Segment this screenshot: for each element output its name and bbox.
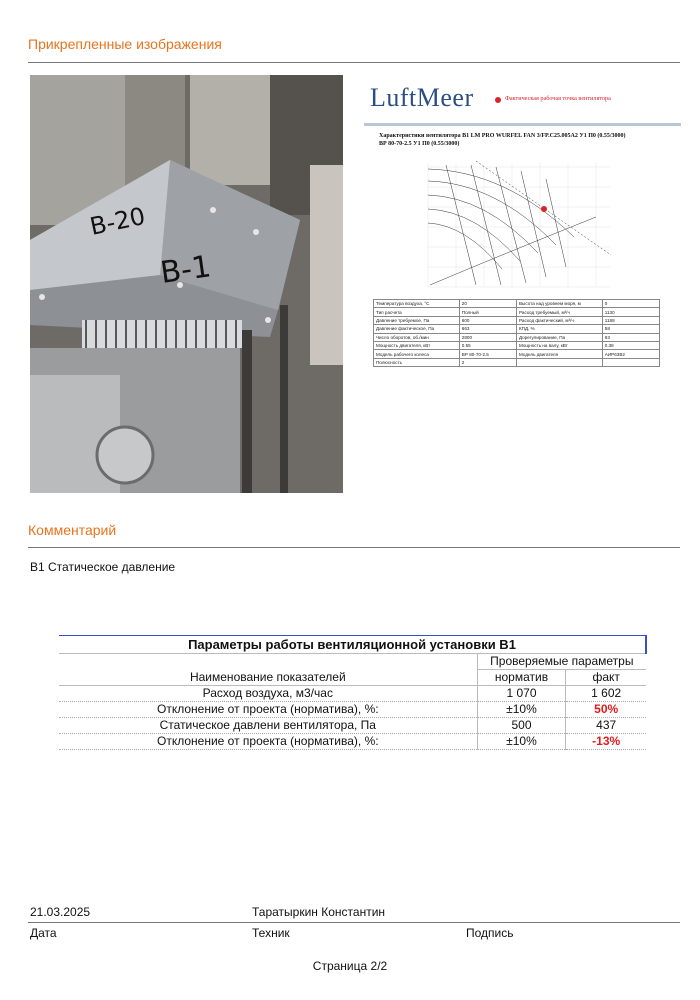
spec-row xyxy=(374,358,660,366)
spec-cell: Расход фактический, м³/ч xyxy=(516,316,602,324)
spec-cell xyxy=(602,358,659,366)
table-title: Параметры работы вентиляционной установки В1 xyxy=(59,636,646,654)
row-norm: ±10% xyxy=(477,734,566,750)
spec-cell: Температура воздуха, °С xyxy=(374,300,460,308)
luftmeer-logo: LuftMeer xyxy=(370,83,474,112)
spec-cell: 0.38 xyxy=(602,341,659,349)
spec-cell: Давление требуемое, Па xyxy=(374,316,460,324)
footer-date: 21.03.2025 xyxy=(30,905,91,919)
spec-cell: Расход требуемый, м³/ч xyxy=(516,308,602,316)
row-name: Отклонение от проекта (норматива), %: xyxy=(59,734,477,750)
datasheet-title-line2: ВР 80-70-2.5 У1 П0 (0.55/3000) xyxy=(379,141,460,147)
spec-cell: КПД, % xyxy=(516,325,602,333)
row-fact: 1 602 xyxy=(566,686,646,702)
spec-row xyxy=(374,316,660,324)
spec-cell: Мощность двигателя, кВт xyxy=(374,341,460,349)
fact-column-header: факт xyxy=(566,670,646,686)
comment-text: В1 Статическое давление xyxy=(30,560,176,574)
fan-datasheet[interactable] xyxy=(364,75,681,375)
spec-cell: Дорегулирование, Па xyxy=(516,333,602,341)
spec-cell: 0 xyxy=(602,300,659,308)
fan-photo[interactable] xyxy=(30,75,343,493)
spec-cell: 663 xyxy=(459,325,516,333)
spec-cell: 2800 xyxy=(459,333,516,341)
spec-cell: Число оборотов, об./мин xyxy=(374,333,460,341)
datasheet-title xyxy=(379,132,679,148)
norm-column-header: норматив xyxy=(477,670,566,686)
table-row xyxy=(59,702,646,718)
spec-cell: 20 xyxy=(459,300,516,308)
operating-point-legend-text: Фактическая рабочая точка вентилятора xyxy=(505,95,611,102)
row-name: Отклонение от проекта (норматива), %: xyxy=(59,702,477,718)
spec-row xyxy=(374,350,660,358)
logo-divider xyxy=(364,123,681,126)
datasheet-title-line1: Характеристики вентилятора В1 LM PRO WURFEL FAN 3/FP.C25.005A2 У1 П0 (0.55/3000) xyxy=(379,133,626,139)
spec-cell: АИР63В2 xyxy=(602,350,659,358)
spec-cell: 600 xyxy=(459,316,516,324)
comment-heading: Комментарий xyxy=(28,522,117,538)
date-label: Дата xyxy=(30,926,57,940)
spec-cell: Тип расчета xyxy=(374,308,460,316)
checked-parameters-header: Проверяемые параметры xyxy=(477,654,646,670)
row-name: Статическое давлени вентилятора, Па xyxy=(59,718,477,734)
spec-row xyxy=(374,325,660,333)
row-name: Расход воздуха, м3/час xyxy=(59,686,477,702)
footer-technician-name: Таратыркин Константин xyxy=(252,905,386,919)
page-number: Страница 2/2 xyxy=(312,959,388,973)
indicator-name-header: Наименование показателей xyxy=(59,654,477,686)
spec-cell: Давление фактическое, Па xyxy=(374,325,460,333)
spec-cell xyxy=(516,358,602,366)
technician-label: Техник xyxy=(252,926,290,940)
row-norm: ±10% xyxy=(477,702,566,718)
signature-line xyxy=(28,922,680,923)
spec-cell: 1188 xyxy=(602,316,659,324)
spec-row xyxy=(374,308,660,316)
attached-images-heading: Прикрепленные изображения xyxy=(28,36,222,52)
spec-cell: Полюсность xyxy=(374,358,460,366)
spec-cell: ВР 80-70-2.5 xyxy=(459,350,516,358)
photo-label-b20: B-20 xyxy=(87,201,148,241)
fan-curve-chart xyxy=(416,157,616,295)
spec-cell: 58 xyxy=(602,325,659,333)
spec-cell: 1130 xyxy=(602,308,659,316)
row-norm: 500 xyxy=(477,718,566,734)
ventilation-parameters-table xyxy=(59,635,647,750)
divider xyxy=(28,62,680,63)
spec-cell: 0.55 xyxy=(459,341,516,349)
spec-row xyxy=(374,333,660,341)
spec-cell: Полный xyxy=(459,308,516,316)
row-fact-highlight: 50% xyxy=(566,702,646,718)
spec-cell: Высота над уровнем моря, м xyxy=(516,300,602,308)
fan-spec-table xyxy=(373,299,660,367)
spec-cell: 2 xyxy=(459,358,516,366)
spec-row xyxy=(374,300,660,308)
spec-cell: Модель двигателя xyxy=(516,350,602,358)
table-row xyxy=(59,718,646,734)
table-row xyxy=(59,686,646,702)
spec-cell: Модель рабочего колеса xyxy=(374,350,460,358)
spec-cell: 63 xyxy=(602,333,659,341)
photo-label-b1: B-1 xyxy=(158,249,214,291)
spec-cell: Мощность на валу, кВт xyxy=(516,341,602,349)
operating-point-legend-dot xyxy=(495,97,501,103)
row-norm: 1 070 xyxy=(477,686,566,702)
row-fact-highlight: -13% xyxy=(566,734,646,750)
table-row xyxy=(59,734,646,750)
spec-row xyxy=(374,341,660,349)
row-fact: 437 xyxy=(566,718,646,734)
divider xyxy=(28,547,680,548)
signature-label: Подпись xyxy=(466,926,514,940)
